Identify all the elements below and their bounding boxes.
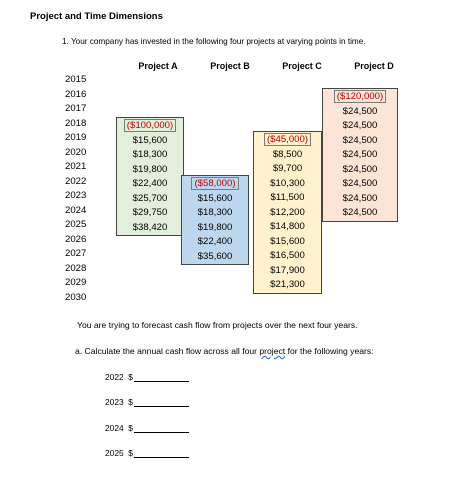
header-project-a: Project A (138, 61, 178, 71)
answer-blank[interactable] (134, 423, 189, 433)
subquestion-prefix: a. Calculate the annual cash flow across all four (75, 346, 260, 356)
year-label: 2024 (65, 204, 87, 216)
project-a-cell (117, 148, 183, 163)
project-word: project (259, 346, 286, 356)
project-c-cell (254, 177, 321, 192)
subquestion-suffix: for the following years: (285, 346, 374, 356)
project-a-cell (117, 177, 183, 192)
project-d-cell (323, 134, 397, 149)
project-d-cell (323, 192, 397, 207)
cash-flow-value: $22,400 (132, 178, 168, 189)
answer-row-2024[interactable] (105, 423, 189, 433)
answer-year: 2023 (105, 397, 124, 407)
project-a-cell (117, 221, 183, 236)
cash-flow-value: $24,500 (342, 134, 378, 146)
year-label: 2017 (65, 103, 87, 114)
project-b-cell (182, 177, 248, 192)
project-c-cell (254, 249, 321, 264)
cash-flow-value: $8,500 (272, 148, 303, 160)
cash-flow-value: ($100,000) (124, 119, 176, 132)
answer-row-2022[interactable] (105, 372, 189, 382)
year-label: 2021 (65, 161, 87, 172)
dollar-sign: $ (128, 448, 133, 458)
year-label: 2016 (65, 88, 87, 100)
project-d-box (322, 88, 398, 222)
project-a-cell (117, 206, 183, 221)
cash-flow-value: $15,600 (197, 192, 233, 204)
cash-flow-value: $35,600 (197, 250, 233, 262)
header-project-d: Project D (354, 61, 394, 71)
project-c-cell (254, 206, 321, 221)
year-label: 2020 (65, 146, 87, 158)
dollar-sign: $ (128, 372, 133, 382)
cash-flow-value: $9,700 (272, 163, 303, 174)
cash-flow-value: ($58,000) (191, 177, 238, 190)
cash-flow-value: $18,300 (132, 149, 168, 160)
year-label: 2027 (65, 248, 87, 259)
answer-blank[interactable] (134, 448, 189, 458)
answer-row-2025[interactable] (105, 448, 189, 458)
project-c-cell (254, 148, 321, 163)
project-c-cell (254, 220, 321, 235)
forecast-paragraph: You are trying to forecast cash flow from projects over the next four years. (77, 320, 358, 330)
project-d-cell (323, 90, 397, 105)
cash-flow-value: $24,500 (342, 105, 378, 117)
project-c-box (253, 131, 322, 294)
cash-flow-value: $15,600 (270, 235, 305, 247)
project-d-cell (323, 177, 397, 192)
answer-year: 2025 (105, 448, 124, 458)
project-c-cell (254, 235, 321, 250)
project-b-box (181, 175, 249, 265)
cash-flow-value: $38,420 (132, 221, 168, 233)
cash-flow-value: $29,750 (132, 207, 168, 218)
cash-flow-value: $25,700 (132, 192, 168, 204)
project-d-cell (323, 163, 397, 178)
project-d-cell (323, 119, 397, 134)
answer-row-2023[interactable] (105, 397, 189, 407)
project-b-cell (182, 206, 248, 221)
cash-flow-value: $16,500 (270, 250, 305, 261)
question-1: 1. Your company has invested in the following four projects at varying points in time. (62, 37, 366, 46)
cash-flow-value: $24,500 (342, 149, 378, 160)
cash-flow-value: $15,600 (132, 134, 168, 146)
cash-flow-value: $12,200 (270, 206, 305, 218)
year-label: 2018 (65, 117, 87, 129)
project-c-cell (254, 133, 321, 148)
answer-blank[interactable] (134, 397, 189, 407)
year-label: 2025 (65, 219, 87, 230)
project-c-cell (254, 264, 321, 279)
project-c-cell (254, 191, 321, 206)
year-label: 2030 (65, 291, 87, 303)
project-b-cell (182, 221, 248, 236)
answer-year: 2022 (105, 372, 124, 382)
cash-flow-value: $24,500 (342, 120, 378, 131)
project-a-cell (117, 192, 183, 207)
cash-flow-value: $21,300 (270, 279, 305, 290)
project-d-cell (323, 206, 397, 221)
project-b-cell (182, 250, 248, 265)
cash-flow-value: $24,500 (342, 163, 378, 175)
cash-flow-value: $24,500 (342, 207, 378, 218)
cash-flow-value: ($45,000) (264, 133, 311, 146)
year-label: 2023 (65, 190, 87, 201)
cash-flow-value: $19,800 (132, 163, 168, 175)
dollar-sign: $ (128, 423, 133, 433)
project-b-cell (182, 235, 248, 250)
cash-flow-value: $18,300 (197, 207, 233, 218)
project-a-cell (117, 119, 183, 134)
project-c-cell (254, 278, 321, 293)
cash-flow-value: $24,500 (342, 192, 378, 204)
answer-blank[interactable] (134, 372, 189, 382)
dollar-sign: $ (128, 397, 133, 407)
cash-flow-value: $17,900 (270, 264, 305, 276)
project-b-cell (182, 192, 248, 207)
header-project-c: Project C (282, 61, 322, 71)
project-a-cell (117, 134, 183, 149)
cash-flow-value: $10,300 (270, 177, 305, 189)
project-d-cell (323, 105, 397, 120)
cash-flow-value: $24,500 (342, 178, 378, 189)
header-project-b: Project B (210, 61, 250, 71)
year-label: 2015 (65, 74, 87, 85)
project-c-cell (254, 162, 321, 177)
page-title: Project and Time Dimensions (30, 11, 163, 22)
answer-year: 2024 (105, 423, 124, 433)
cash-flow-value: $22,400 (197, 236, 233, 247)
year-label: 2029 (65, 277, 87, 288)
cash-flow-value: $14,800 (270, 221, 305, 232)
project-d-cell (323, 148, 397, 163)
project-a-box (116, 117, 184, 236)
year-label: 2028 (65, 262, 87, 274)
subquestion-a (75, 346, 374, 356)
cash-flow-value: $19,800 (197, 221, 233, 233)
year-label: 2019 (65, 132, 87, 143)
year-label: 2026 (65, 233, 87, 245)
cash-flow-value: $11,500 (270, 192, 305, 203)
cash-flow-value: ($120,000) (334, 90, 386, 103)
project-a-cell (117, 163, 183, 178)
year-label: 2022 (65, 175, 87, 187)
